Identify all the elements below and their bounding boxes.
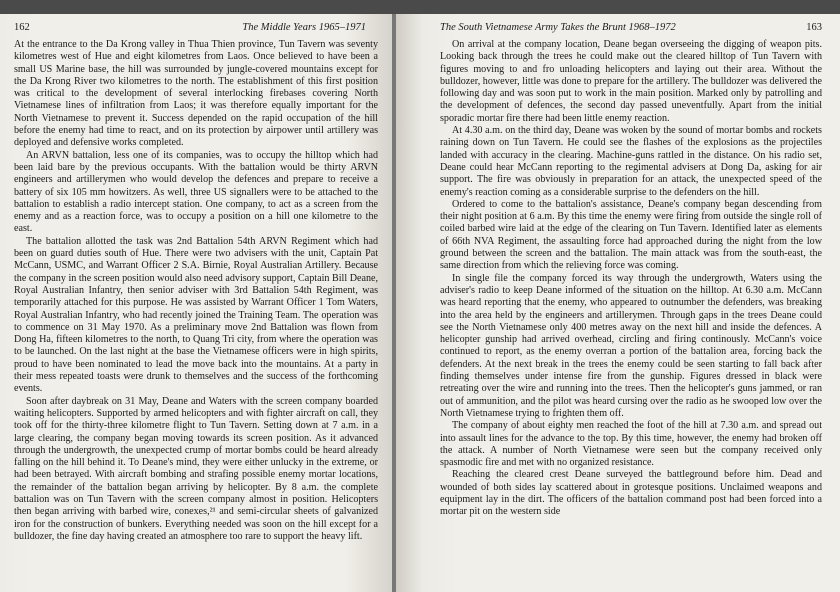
right-running-head [440, 22, 822, 33]
paragraph: In single file the company forced its way through the undergrowth, Waters using the adviser's radio to keep Deane informed of the situation on the hilltop. At 6.30 a.m. McCann was heard reporting that the enemy, who appeared to outnumber the defenders, was breaking into the area held by the engineers and artillerymen. Through gaps in the trees Deane could see the North Vietnamese only 400 metres away on the next hill and inside the defences. A helicopter gunship had arrived overhead, circling and firing continously. McCann's voice continued to report, as the enemy overran a portion of the battalion area, forcing back the defenders. At the next break in the trees the enemy could be seen starting to fall back after finding themselves under intense fire from the gunship. Figures dressed in black were retreating over the wire and running into the trees. Then the helicopter's guns jammed, or ran out of ammunition, and the pilot was heard cursing over the radio as he swooped low over the North Vietnamese trying to frighten them off. [440, 272, 822, 419]
left-running-head [14, 22, 378, 33]
right-running-title: The South Vietnamese Army Takes the Brunt 1968–1972 [440, 22, 676, 33]
left-body-text [14, 39, 378, 543]
paragraph: Reaching the cleared crest Deane surveyed the battleground before him. Dead and wounded of both sides lay scattered about in grotesque positions. Unclaimed weapons and equipment lay in the dirt. The officers of the battalion command post had been forced into a mortar pit on the western side [440, 469, 822, 518]
paragraph: At 4.30 a.m. on the third day, Deane was woken by the sound of mortar bombs and rockets raining down on Tun Tavern. He could see the flashes of the explosions as the projectiles landed with accuracy in the clearing. Machine-guns rattled in the distance. On his radio set, Deane could hear McCann reporting to the regimental advisers at Dong Da, asking for air support. The fire was obviously in preparation for an attack, the unexpected speed of the enemy's reaction coming as a considerable surprise to the defenders on the hill. [440, 125, 822, 198]
right-body-text [440, 39, 822, 519]
left-page [0, 14, 392, 592]
paragraph: An ARVN battalion, less one of its companies, was to occupy the hilltop which had been laid bare by the previous occupants. With the battalion would be thirty ARVN engineers and artillerymen who would develop the defences and prepare to receive a battery of six 105 mm howitzers. As well, three US signallers were to be attached to the battalion to establish a radio intercept station. One company, to act as a screen from the enemy and as a reaction force, was to occupy a position on a hill one kilometre to the east. [14, 149, 378, 235]
left-page-number: 162 [14, 22, 30, 33]
right-page [396, 14, 840, 592]
paragraph: The company of about eighty men reached the foot of the hill at 7.30 a.m. and spread out into assault lines for the advance to the top. By this time, however, the enemy had broken off the attack. A number of North Vietnamese were seen but the company received only spasmodic fire and met with no organized resistance. [440, 420, 822, 469]
paragraph: Ordered to come to the battalion's assistance, Deane's company began descending from their night position at 6 a.m. By this time the enemy were firing from outside the single roll of coiled barbed wire laid at the edge of the clearing on Tun Tavern. Identified later as elements of 66th NVA Regiment, the assaulting force had approached during the night from the low ground between the screen and the battalion. The main attack was from the south-east, the same direction from which the relieving force was coming. [440, 198, 822, 272]
left-running-title: The Middle Years 1965–1971 [242, 22, 366, 33]
paragraph: At the entrance to the Da Krong valley in Thua Thien province, Tun Tavern was seventy kilometres west of Hue and eight kilometres from Laos. Once believed to have been a small US Marine base, the hill was surrounded by jungle-covered mountains except for the Da Krong River two kilometres to the north. The establishment of this first position was critical to the development of several interlocking firebases covering North Vietnamese lines of infiltration from Laos; it was therefore equally important for the North Vietnamese to prevent it. Success depended on the rapid occupation of the hill before the enemy had time to react, and on its protection by airpower until artillery was deployed and defensive works completed. [14, 39, 378, 149]
right-page-number: 163 [806, 22, 822, 33]
paragraph: On arrival at the company location, Deane began overseeing the digging of weapon pits. Looking back through the trees he could make out the cleared hilltop of Tun Tavern with figures moving to and fro unloading helicopters and laying out their area. Without the bulldozer, however, little was done to prepare for the artillery. The bulldozer was delivered the following day and was soon put to work in the main position. Marked only by patrolling and the development of defences, the second day passed uneventfully. Apart from the initial sporadic mortar fire there had been little enemy reaction. [440, 39, 822, 124]
paragraph: The battalion allotted the task was 2nd Battalion 54th ARVN Regiment which had been on guard duties south of Hue. There were two advisers with the unit, Captain Pat McCann, USMC, and Warrant Officer 2 S.A. Birnie, Royal Australian Artillery. Because the company in the screen position would also need advisory support, Captain Bill Deane, Royal Australian Infantry, then senior adviser with 3rd Battalion 54th Regiment, was temporarily attached for this purpose. He was assisted by Warrant Officer 1 Tom Waters, Royal Australian Infantry, who had recently joined the Training Team. The operation was to commence on 31 May 1970. As a preliminary move 2nd Battalion was flown from Dong Ha, fifteen kilometres to the north, to Quang Tri city, from where the operation was to be launched. On the last night at the base the Vietnamese officers were in high spirits, proud to have been nominated to lead the move back into the mountains. At a party in their mess repeated toasts were drunk to themselves and the success of the forthcoming events. [14, 235, 378, 395]
paragraph: Soon after daybreak on 31 May, Deane and Waters with the screen company boarded waiting helicopters. Supported by armed helicopters and with fighter aircraft on call, they took off for the thirty-three kilometre flight to Tun Tavern. Setting down at 7 a.m. in a large clearing, the company began moving towards its screen position. As it advanced through the undergrowth, the unexpected crump of mortar bombs could be heard already falling on the hill behind it. To Deane's mind, they were either unlucky in the extreme, or had been betrayed. With aircraft bombing and strafing possible enemy mortar locations, the remainder of the battalion began arriving by helicopter. By 8 a.m. the complete battalion was on Tun Tavern with the screen company almost in position. Helicopters then began arriving with barbed wire, conexes,²¹ and semi-circular sheets of galvanized iron for the construction of bunkers. Everything needed was soon on the hill except for a bulldozer, the fine day having created an atmosphere too rare to support the heavy lift. [14, 395, 378, 542]
